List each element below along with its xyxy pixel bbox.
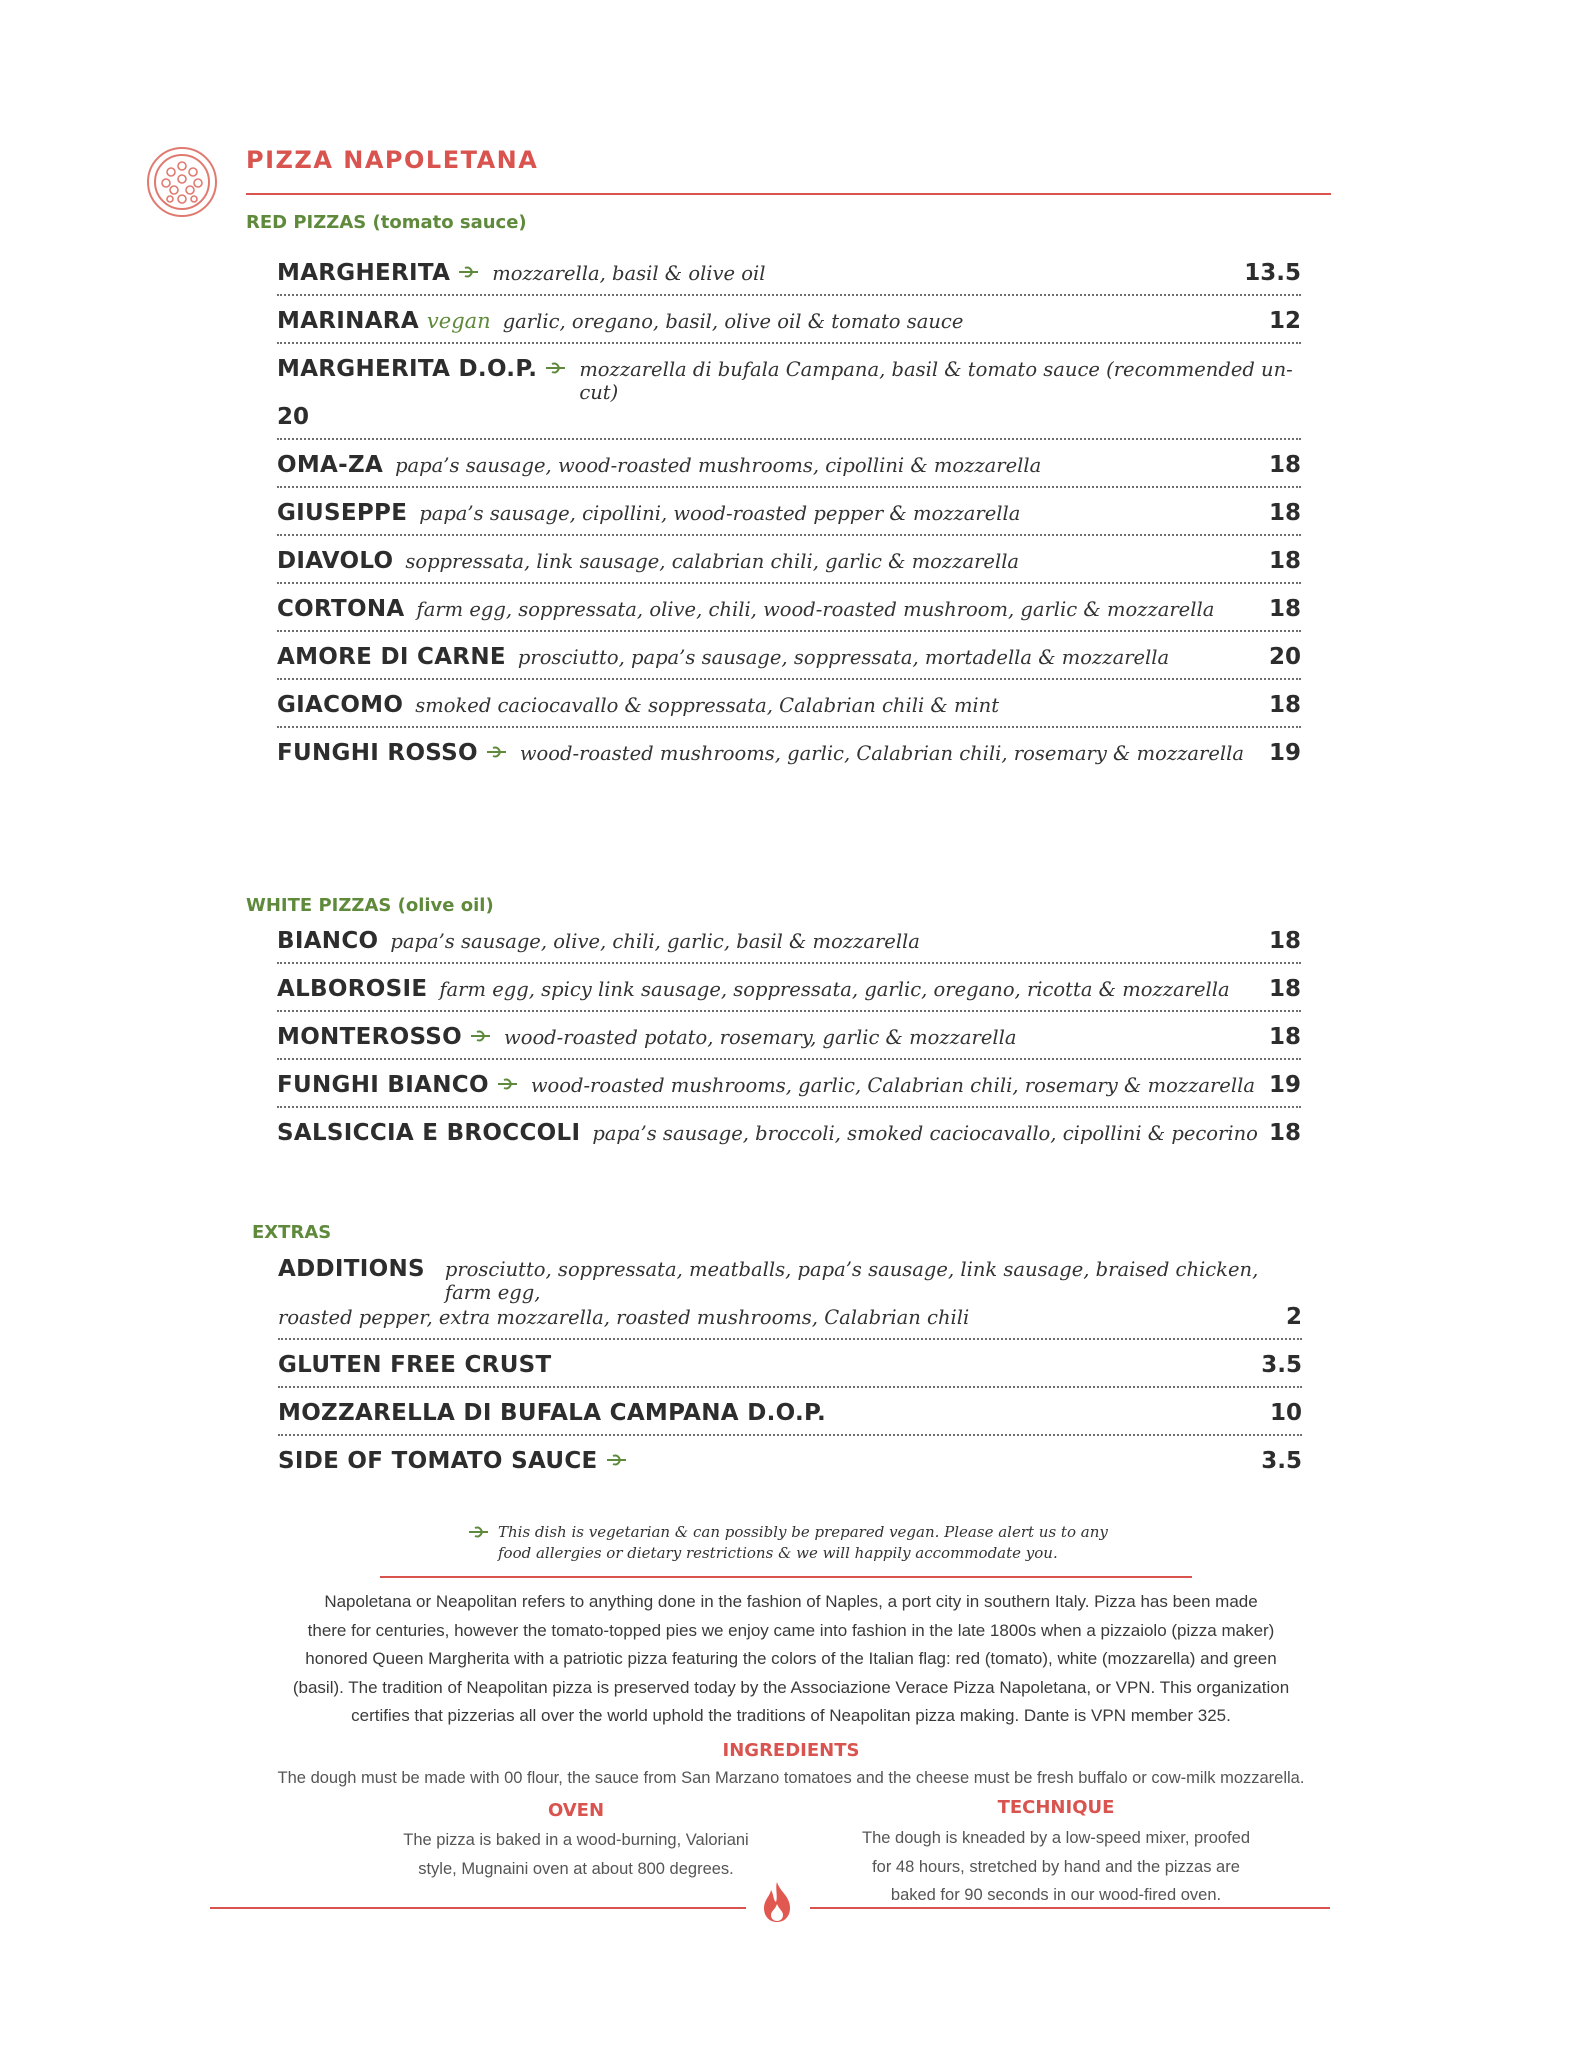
item-description: papa’s sausage, broccoli, smoked caciocavallo, cipollini & pecorino <box>592 1122 1258 1145</box>
item-description: prosciutto, papa’s sausage, soppressata, mortadella & mozzarella <box>517 646 1170 669</box>
item-price: 18 <box>1268 548 1301 574</box>
item-price: 12 <box>1268 308 1301 334</box>
white-pizzas-heading: WHITE PIZZAS (olive oil) <box>246 895 494 916</box>
item-price: 18 <box>1268 976 1301 1002</box>
item-price: 2 <box>1285 1304 1302 1330</box>
item-name: ADDITIONS <box>278 1256 425 1282</box>
technique-heading: TECHNIQUE <box>997 1797 1115 1818</box>
item-price: 19 <box>1268 740 1301 766</box>
technique-line: for 48 hours, stretched by hand and the pizzas are <box>872 1857 1240 1876</box>
oven-line: style, Mugnaini oven at about 800 degrees. <box>418 1859 734 1878</box>
item-price: 19 <box>1268 1072 1301 1098</box>
white-pizzas-list <box>277 916 1301 1154</box>
item-description: garlic, oregano, basil, olive oil & tomato sauce <box>502 310 964 333</box>
item-price: 18 <box>1268 928 1301 954</box>
menu-item <box>277 1060 1301 1108</box>
item-name: MARINARA <box>277 308 419 334</box>
menu-item <box>277 632 1301 680</box>
item-price: 18 <box>1268 692 1301 718</box>
item-price: 3.5 <box>1261 1448 1302 1474</box>
item-description: soppressata, link sausage, calabrian chili, garlic & mozzarella <box>405 550 1020 573</box>
item-name: SIDE OF TOMATO SAUCE <box>278 1448 598 1474</box>
footnote-divider <box>380 1576 1192 1578</box>
item-price: 18 <box>1268 596 1301 622</box>
item-description: mozzarella, basil & olive oil <box>492 262 766 285</box>
menu-item <box>277 1108 1301 1154</box>
menu-item <box>277 584 1301 632</box>
item-description: farm egg, spicy link sausage, soppressata, garlic, oregano, ricotta & mozzarella <box>439 978 1230 1001</box>
pizza-icon <box>146 146 218 218</box>
item-description-cont: roasted pepper, extra mozzarella, roasted mushrooms, Calabrian chili <box>278 1306 970 1329</box>
vegetarian-leaf-icon <box>545 362 567 374</box>
menu-item <box>277 488 1301 536</box>
about-line: honored Queen Margherita with a patriotic pizza featuring the colors of the Italian flag: red (tomato), white (mozzarella) and green <box>305 1649 1277 1668</box>
ingredients-heading: INGREDIENTS <box>722 1740 860 1761</box>
item-name: FUNGHI ROSSO <box>277 740 478 766</box>
technique-line: The dough is kneaded by a low-speed mixer, proofed <box>862 1829 1250 1847</box>
item-name: GIUSEPPE <box>277 500 408 526</box>
item-description: mozzarella di bufala Campana, basil & tomato sauce (recommended un-cut) <box>579 358 1293 404</box>
vegetarian-leaf-icon <box>458 266 480 278</box>
red-pizzas-list <box>277 248 1301 774</box>
item-name: MONTEROSSO <box>277 1024 463 1050</box>
item-price: 18 <box>1268 1024 1301 1050</box>
item-description: smoked caciocavallo & soppressata, Calabrian chili & mint <box>415 694 1000 717</box>
oven-line: The pizza is baked in a wood-burning, Valoriani <box>403 1831 749 1849</box>
menu-item <box>277 440 1301 488</box>
menu-item <box>278 1244 1302 1340</box>
item-name: GLUTEN FREE CRUST <box>278 1352 552 1378</box>
item-description: wood-roasted potato, rosemary, garlic & mozzarella <box>504 1026 1017 1049</box>
vegetarian-leaf-icon <box>470 1030 492 1042</box>
flame-icon <box>760 1880 794 1924</box>
menu-item <box>277 344 1301 440</box>
about-paragraph <box>250 1588 1332 1731</box>
vegetarian-leaf-icon <box>486 746 508 758</box>
oven-text <box>316 1826 836 1883</box>
menu-item <box>278 1388 1302 1436</box>
item-price: 13.5 <box>1244 260 1301 286</box>
bottom-divider-right <box>810 1907 1330 1909</box>
menu-item <box>277 680 1301 728</box>
menu-item <box>278 1436 1302 1482</box>
menu-item <box>277 1012 1301 1060</box>
footnote-line: This dish is vegetarian & can possibly be prepared vegan. Please alert us to any <box>498 1523 1108 1541</box>
menu-item <box>277 248 1301 296</box>
bottom-divider-left <box>210 1907 746 1909</box>
vegetarian-footnote <box>498 1522 1118 1564</box>
item-price: 20 <box>277 404 310 430</box>
title-divider <box>246 193 1331 195</box>
item-name: AMORE DI CARNE <box>277 644 506 670</box>
vegetarian-leaf-icon <box>468 1526 490 1538</box>
item-price: 10 <box>1269 1400 1302 1426</box>
item-name: MOZZARELLA DI BUFALA CAMPANA D.O.P. <box>278 1400 826 1426</box>
technique-text <box>796 1824 1316 1910</box>
item-description: papa’s sausage, olive, chili, garlic, basil & mozzarella <box>390 930 920 953</box>
about-line: certifies that pizzerias all over the world uphold the traditions of Neapolitan pizza making. Dante is VPN member 325. <box>351 1706 1231 1725</box>
extras-list <box>278 1244 1302 1482</box>
vegan-tag: vegan <box>426 309 491 333</box>
red-pizzas-heading: RED PIZZAS (tomato sauce) <box>246 212 527 233</box>
page-title: PIZZA NAPOLETANA <box>246 146 539 174</box>
item-name: SALSICCIA E BROCCOLI <box>277 1120 581 1146</box>
item-name: GIACOMO <box>277 692 404 718</box>
item-price: 20 <box>1268 644 1301 670</box>
menu-item <box>278 1340 1302 1388</box>
oven-heading: OVEN <box>547 1800 605 1821</box>
item-name: MARGHERITA <box>277 260 451 286</box>
menu-item <box>277 296 1301 344</box>
item-price: 18 <box>1268 1120 1301 1146</box>
item-name: ALBOROSIE <box>277 976 428 1002</box>
technique-line: baked for 90 seconds in our wood-fired oven. <box>890 1886 1222 1904</box>
item-name: FUNGHI BIANCO <box>277 1072 489 1098</box>
menu-item <box>277 916 1301 964</box>
item-name: CORTONA <box>277 596 405 622</box>
menu-item <box>277 536 1301 584</box>
item-price: 18 <box>1268 500 1301 526</box>
item-name: BIANCO <box>277 928 379 954</box>
item-price: 3.5 <box>1261 1352 1302 1378</box>
ingredients-text: The dough must be made with 00 flour, the sauce from San Marzano tomatoes and the cheese must be fresh buffalo or cow-milk mozzarella. <box>277 1769 1305 1787</box>
item-price: 18 <box>1268 452 1301 478</box>
item-description: papa’s sausage, wood-roasted mushrooms, cipollini & mozzarella <box>395 454 1042 477</box>
item-name: DIAVOLO <box>277 548 394 574</box>
vegetarian-leaf-icon <box>497 1078 519 1090</box>
item-description: prosciutto, soppressata, meatballs, papa’s sausage, link sausage, braised chicken, farm egg, <box>444 1258 1259 1304</box>
about-line: there for centuries, however the tomato-topped pies we enjoy came into fashion in the late 1800s when a pizzaiolo (pizza maker) <box>307 1620 1275 1640</box>
item-name: OMA-ZA <box>277 452 384 478</box>
item-description: wood-roasted mushrooms, garlic, Calabrian chili, rosemary & mozzarella <box>530 1074 1255 1097</box>
item-description: farm egg, soppressata, olive, chili, wood-roasted mushroom, garlic & mozzarella <box>416 598 1215 621</box>
item-description: papa’s sausage, cipollini, wood-roasted pepper & mozzarella <box>419 502 1021 525</box>
item-description: wood-roasted mushrooms, garlic, Calabrian chili, rosemary & mozzarella <box>519 742 1244 765</box>
extras-heading: EXTRAS <box>252 1222 332 1243</box>
about-line: (basil). The tradition of Neapolitan pizza is preserved today by the Associazione Verace Pizza Napoletana, or VPN. This organization <box>292 1677 1290 1697</box>
about-line: Napoletana or Neapolitan refers to anything done in the fashion of Naples, a port city in southern Italy. Pizza has been made <box>324 1592 1258 1611</box>
menu-item <box>277 964 1301 1012</box>
vegetarian-leaf-icon <box>606 1454 628 1466</box>
item-name: MARGHERITA D.O.P. <box>277 356 538 382</box>
footnote-line: food allergies or dietary restrictions & we will happily accommodate you. <box>498 1544 1058 1562</box>
menu-item <box>277 728 1301 774</box>
